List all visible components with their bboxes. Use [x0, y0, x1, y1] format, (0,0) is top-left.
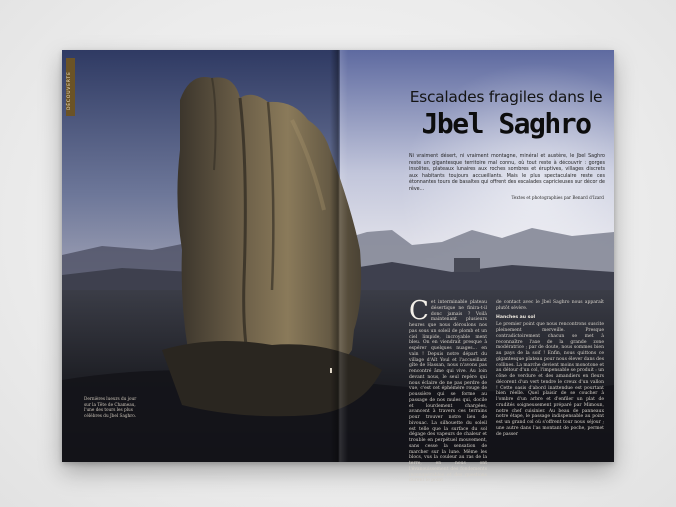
body-column-1-text: et interminable plateau désertique ne finira-t-il donc jamais ? Voilà maintenant plusieurs heures que nous déroulons nos pas sous un soleil de plomb et un ciel limpide, incroyable ment bleu. On en viendrait presque à espérer quelques nuages... en vain ! Depuis notre départ du village d'Aït Youl et l'accueillant gîte de Hassan, nous n'avons pas rencontré âme qui vive. Au loin devant nous, le seul repère qui nous éclaire de ne pas perdre de vue, c'est cet éphémère rouge de poussière qui se forme au passage de nos mules qui, docile et lourdement chargées, avancent à travers ces terrains pour trouver notre lieu de bivouac. La silhouette du soleil est telle que la surface du sol dégage des vapeurs de chaleur et trouble en perpétuel mouvement, sans cesse la sensation de marcher sur la lune. Même les blocs, vus la couleur au ras de la terre, en nous ont l'évanouissement des fondements inconquérables et des questions durent le point — [409, 300, 487, 484]
article-intro: Ni vraiment désert, ni vraiment montagne, minéral et austère, le Jbel Saghro reste un gigantesque territoire mal connu, où tout reste à découvrir : gorges insolites, plateaux lunaires aux roches sombres et éruptives, villages discrets aux habitants toujours accueillants. Mais le plus spectaculaire reste ces étonnantes tours de basaltes qui offrent des escalades capricieuses sur décor de rêve... — [409, 154, 605, 192]
body-column-2-text: Le premier point que nous rencontrons suscite pleinement merveille. Presque contradictoirement chacun se met à reconnaître l'axe de la grande zone modératrice ; par de doute, nous sommes bien au pays de la soif ! Enfin, nous quittons ce gigantesque plateau pour nous élever dans des collines. La marche devient moins monotone et au détour d'un col, l'impensable se produit : un cône de verdure et des amandiers en fleurs décorent d'un vert tendre le creux d'un vallon ! Cette oasis d'abord inattendue est pourtant bien réelle. Quel plaisir de se coucher à l'ombre d'un arbre et d'enfiler un plat de crudités soigneusement préparé par Mimoun, notre chef cuisinier. Au beau de panneaux notre étape, le passage indispensable au point est un grand col où s'offrent tour nous séjour ; une autre dans l'as montant de poche, permet de passer — [496, 322, 604, 437]
article-credit: Textes et photographies par Benard d'Izard — [511, 195, 604, 200]
magazine-spread — [62, 50, 614, 484]
spine-shadow — [330, 50, 348, 462]
body-column-2 — [496, 300, 604, 455]
article-title-line2: Jbel Saghro — [421, 107, 591, 140]
rubric-label: DÉCOUVERTE — [67, 71, 72, 110]
body-column-2-intro: de contact avec le Jbel Saghro nous apparaît plutôt sévère. — [496, 300, 604, 311]
drop-cap: C — [409, 296, 429, 326]
article-title-line1: Escalades fragiles dans le — [409, 88, 603, 106]
body-column-1 — [409, 296, 487, 484]
section-subhead: Hanches au sol — [496, 314, 536, 320]
photo-caption: Dernières lueurs du jour sur la Tête de Chameau, l'une des tours les plus célèbres du Jbel Saghro. — [84, 396, 137, 418]
